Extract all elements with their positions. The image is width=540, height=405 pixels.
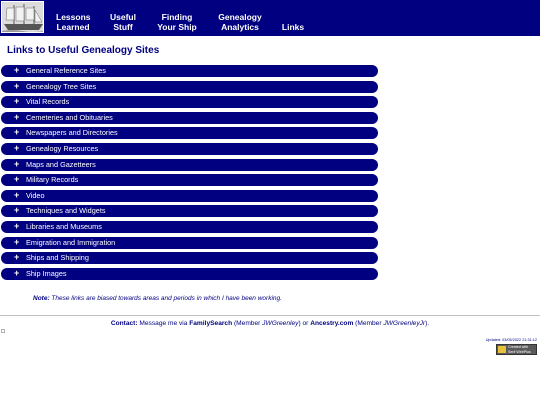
familysearch-member-id: JWGreenley (262, 320, 299, 327)
ship-drawing-icon (2, 2, 44, 33)
nav-lessons-learned[interactable] (56, 12, 90, 32)
small-checkbox-icon (1, 329, 5, 333)
plus-icon: + (14, 252, 20, 263)
accordion-section-label: Military Records (26, 175, 79, 185)
site-logo[interactable] (1, 1, 44, 33)
contact-text: ). (425, 320, 430, 327)
nav-useful-stuff[interactable] (109, 12, 137, 32)
accordion-section-label: Newspapers and Directories (26, 128, 118, 138)
plus-icon: + (14, 174, 20, 185)
contact-text: ) or (298, 320, 311, 327)
accordion-section-label: Techniques and Widgets (26, 206, 106, 216)
accordion-section-military-records[interactable] (1, 174, 378, 186)
accordion-section-label: Emigration and Immigration (26, 237, 116, 247)
top-navigation-bar (0, 0, 540, 36)
accordion-section-ships-shipping[interactable] (1, 252, 378, 264)
contact-label: Contact: (110, 320, 138, 327)
accordion-section-general-reference[interactable] (1, 65, 378, 77)
nav-label-line2: Learned (56, 22, 90, 32)
plus-icon: + (14, 111, 20, 122)
plus-icon: + (14, 267, 20, 278)
plus-icon: + (14, 236, 20, 247)
accordion-section-label: Vital Records (26, 97, 70, 107)
familysearch-link[interactable]: FamilySearch (189, 320, 233, 327)
accordion-section-video[interactable] (1, 190, 378, 202)
contact-text: Message me via (137, 320, 190, 327)
accordion-section-label: Genealogy Resources (26, 143, 99, 153)
plus-icon: + (14, 220, 20, 231)
updated-timestamp: Updated: 03/05/2022 21:31:12 (485, 338, 537, 342)
nav-label-line2: Stuff (113, 22, 133, 32)
accordion-section-label: Ship Images (26, 268, 67, 278)
accordion-section-vital-records[interactable] (1, 96, 378, 108)
plus-icon: + (14, 96, 20, 107)
ancestry-member-id: JWGreenleyJr (383, 320, 426, 327)
accordion-section-label: Maps and Gazetteers (26, 159, 96, 169)
badge-line2: Serif WebPlus (508, 349, 531, 354)
nav-links[interactable] (281, 22, 305, 32)
accordion-section-techniques[interactable] (1, 205, 378, 217)
accordion-section-libraries[interactable] (1, 221, 378, 233)
accordion-section-label: Cemeteries and Obituaries (26, 112, 113, 122)
nav-label-line2: Analytics (221, 22, 259, 32)
webplus-badge[interactable] (496, 344, 537, 355)
note-text: These links are biased towards areas and periods in which I have been working. (49, 295, 282, 302)
bias-note (33, 295, 282, 302)
accordion-section-emigration[interactable] (1, 237, 378, 249)
accordion-section-genealogy-tree[interactable] (1, 81, 378, 93)
accordion-section-maps[interactable] (1, 159, 378, 171)
plus-icon: + (14, 65, 20, 75)
accordion-section-genealogy-resources[interactable] (1, 143, 378, 155)
plus-icon: + (14, 127, 20, 138)
nav-label-line1: Links (281, 22, 305, 32)
accordion-section-ship-images[interactable] (1, 268, 378, 280)
accordion-section-cemeteries[interactable] (1, 112, 378, 124)
note-label: Note: (33, 295, 50, 302)
badge-text (508, 345, 531, 354)
link-category-accordion (1, 65, 378, 283)
serif-logo-icon (498, 346, 506, 353)
accordion-section-newspapers[interactable] (1, 127, 378, 139)
page-title: Links to Useful Genealogy Sites (7, 45, 160, 56)
plus-icon: + (14, 158, 20, 169)
nav-finding-your-ship[interactable] (155, 12, 199, 32)
accordion-section-label: Ships and Shipping (26, 253, 89, 263)
plus-icon: + (14, 80, 20, 91)
plus-icon: + (14, 142, 20, 153)
badge-line1: Created with (508, 345, 529, 349)
plus-icon: + (14, 189, 20, 200)
nav-label-line1: Useful (110, 12, 136, 22)
accordion-section-label: Libraries and Museums (26, 221, 102, 231)
nav-label-line1: Finding (161, 12, 193, 22)
contact-text: (Member (353, 320, 384, 327)
ancestry-link[interactable]: Ancestry.com (310, 320, 354, 327)
contact-text: (Member (232, 320, 263, 327)
nav-label-line1: Genealogy (218, 12, 262, 22)
contact-line (0, 320, 540, 327)
plus-icon: + (14, 205, 20, 216)
accordion-section-label: Video (26, 190, 45, 200)
footer-divider (0, 315, 540, 316)
accordion-section-label: Genealogy Tree Sites (26, 81, 97, 91)
accordion-section-label: General Reference Sites (26, 66, 106, 75)
nav-label-line1: Lessons (56, 12, 91, 22)
nav-label-line2: Your Ship (157, 22, 197, 32)
nav-genealogy-analytics[interactable] (216, 12, 264, 32)
